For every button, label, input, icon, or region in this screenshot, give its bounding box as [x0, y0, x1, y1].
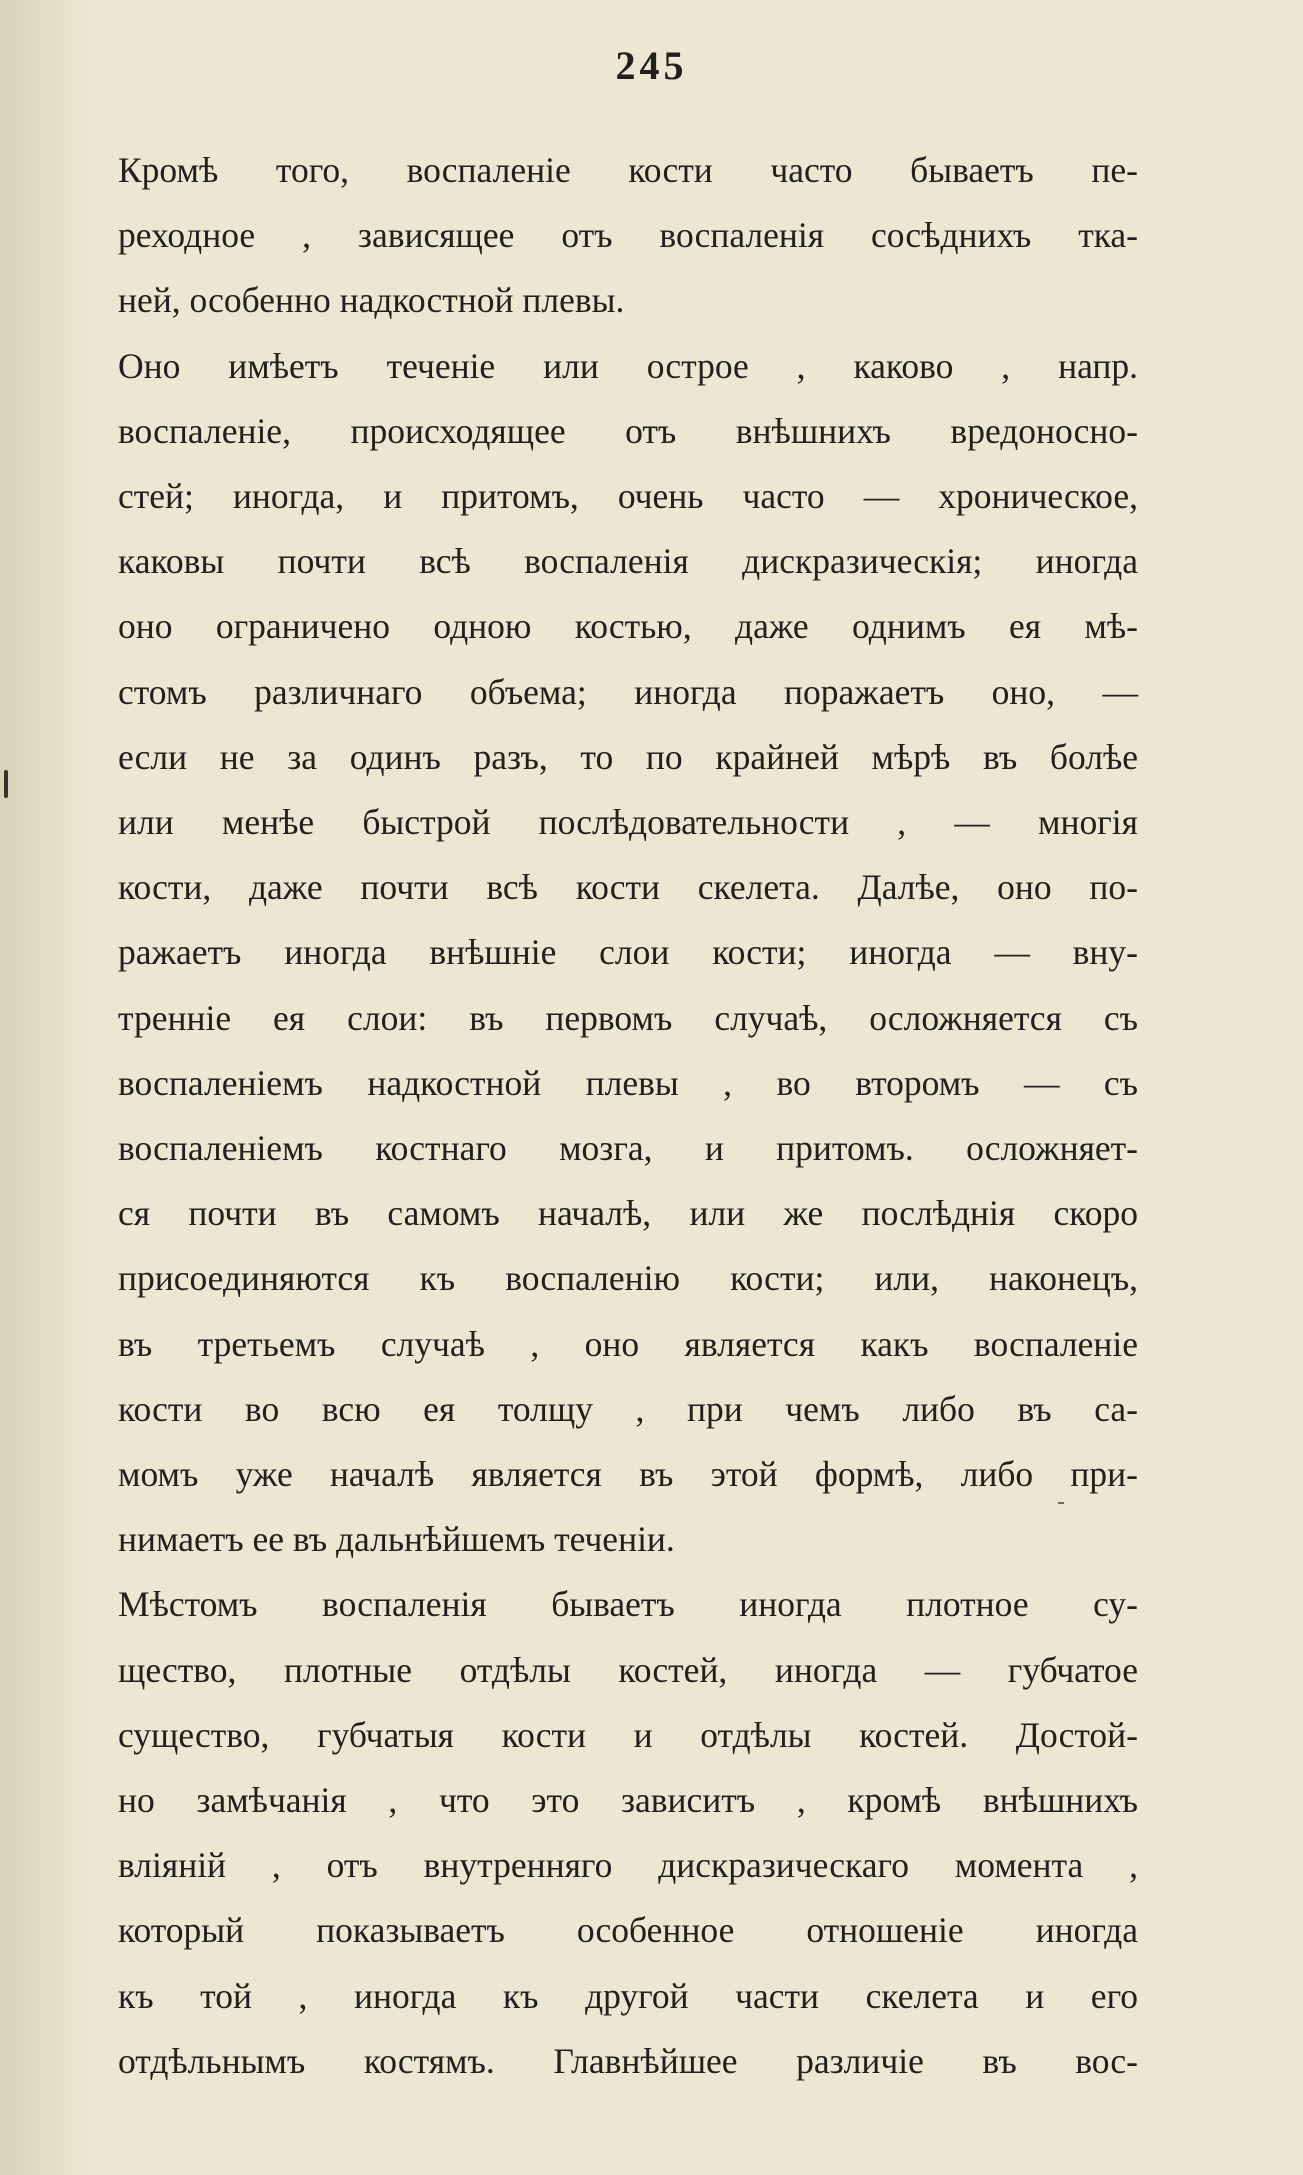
text-line: ся почти въ самомъ началѣ, или же послѣднія скоро — [118, 1193, 1138, 1234]
text-line: нимаетъ ее въ дальнѣйшемъ теченіи. — [118, 1519, 675, 1560]
text-line: оно ограничено одною костью, даже однимъ ея мѣ- — [118, 606, 1138, 647]
page-number: 245 — [615, 43, 688, 88]
text-line: который показываетъ особенное отношеніе иногда — [118, 1910, 1138, 1951]
text-line: вліяній , отъ внутренняго дискразическаго момента , — [118, 1845, 1138, 1886]
text-line: Мѣстомъ воспаленія бываетъ иногда плотное су- — [118, 1584, 1138, 1625]
text-line: стей; иногда, и притомъ, очень часто — хроническое, — [118, 476, 1138, 517]
text-line: стомъ различнаго объема; иногда поражаетъ оно, — — [118, 671, 1138, 712]
text-line: момъ уже началѣ является въ этой формѣ, либо при- — [118, 1454, 1138, 1495]
text-line: но замѣчанія , что это зависитъ , кромѣ внѣшнихъ — [118, 1780, 1138, 1821]
text-line: воспаленіемъ костнаго мозга, и притомъ. осложняет- — [118, 1128, 1138, 1169]
paragraph-2 — [118, 334, 1138, 1573]
text-line: Кромѣ того, воспаленіе кости часто бываетъ пе- — [118, 150, 1138, 190]
text-line: ней, особенно надкостной плевы. — [118, 280, 625, 321]
text-line: если не за одинъ разъ, то по крайней мѣрѣ въ болѣе — [118, 736, 1138, 777]
text-line: ражаетъ иногда внѣшніе слои кости; иногда — вну- — [118, 932, 1138, 973]
text-line: воспаленіемъ надкостной плевы , во второмъ — съ — [118, 1062, 1138, 1103]
text-line: или менѣе быстрой послѣдовательности , — многія — [118, 802, 1138, 843]
body-text — [118, 138, 1138, 2094]
text-line: каковы почти всѣ воспаленія дискразическія; иногда — [118, 541, 1138, 582]
text-line: щество, плотные отдѣлы костей, иногда — губчатое — [118, 1649, 1138, 1690]
text-line: въ третьемъ случаѣ , оно является какъ воспаленіе — [118, 1323, 1138, 1364]
text-line: кости во всю ея толщу , при чемъ либо въ са- — [118, 1388, 1138, 1429]
ink-speck — [1058, 1502, 1064, 1504]
text-line: присоединяются къ воспаленію кости; или, наконецъ, — [118, 1258, 1138, 1299]
text-line: воспаленіе, происходящее отъ внѣшнихъ вредоносно- — [118, 410, 1138, 451]
edge-ink-mark — [4, 770, 8, 798]
paragraph-1 — [118, 138, 1138, 334]
text-line: реходное , зависящее отъ воспаленія сосѣднихъ тка- — [118, 215, 1138, 256]
text-line: отдѣльнымъ костямъ. Главнѣйшее различіе въ вос- — [118, 2040, 1138, 2081]
text-line: тренніе ея слои: въ первомъ случаѣ, осложняется съ — [118, 997, 1138, 1038]
text-line: къ той , иногда къ другой части скелета и его — [118, 1975, 1138, 2016]
page-gutter-shadow — [0, 0, 90, 2175]
text-line: существо, губчатыя кости и отдѣлы костей. Достой- — [118, 1714, 1138, 1755]
text-line: кости, даже почти всѣ кости скелета. Далѣе, оно по- — [118, 867, 1138, 908]
text-line: Оно имѣетъ теченіе или острое , каково , напр. — [118, 345, 1138, 386]
paragraph-3 — [118, 1572, 1138, 2094]
